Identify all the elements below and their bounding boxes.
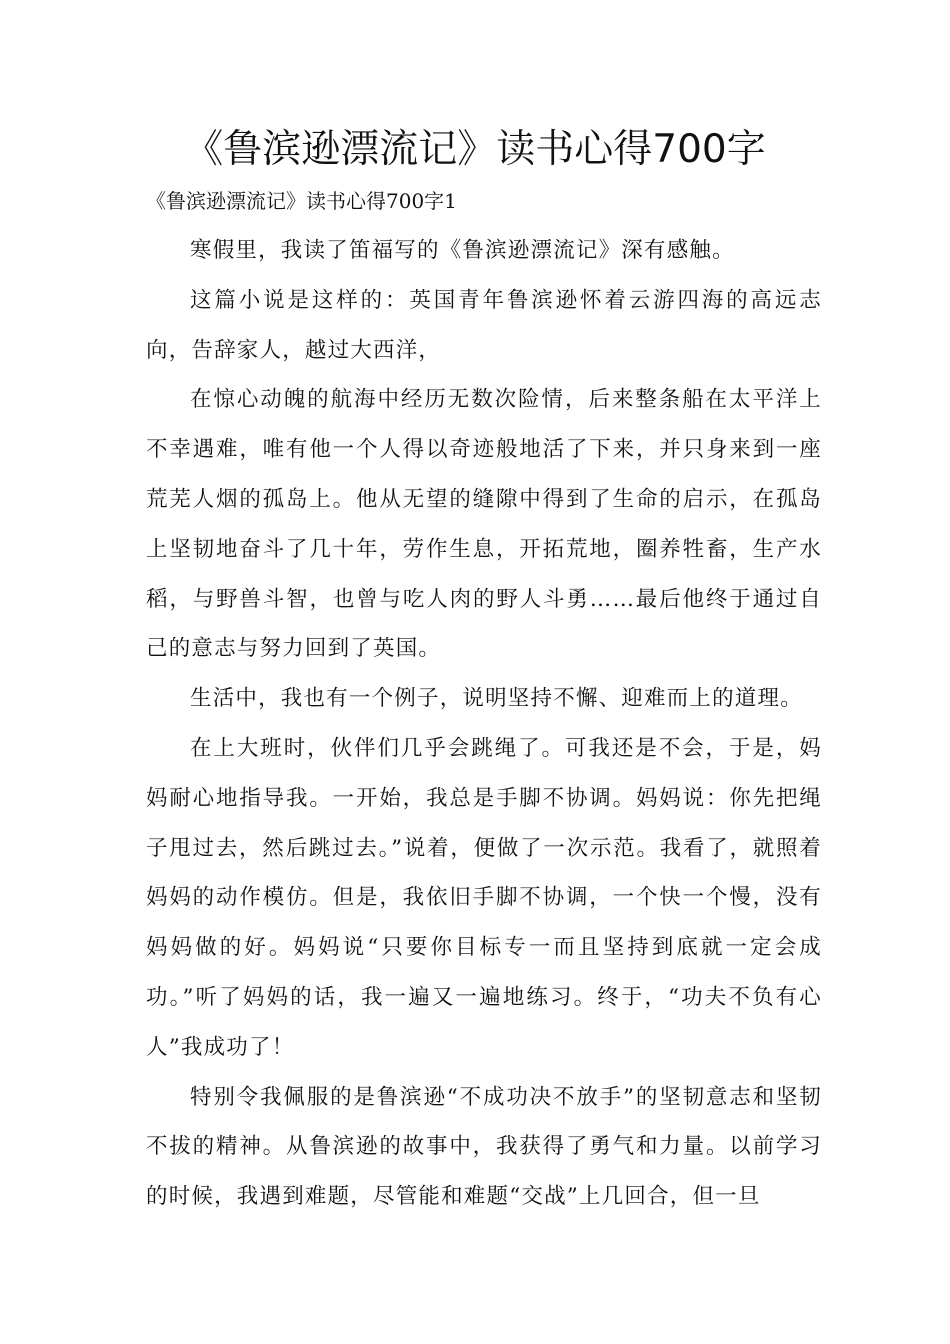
paragraph-6: 特别令我佩服的是鲁滨逊“不成功决不放手”的坚韧意志和坚韧不拔的精神。从鲁滨逊的故事中，我获得了勇气和力量。以前学习的时候，我遇到难题，尽管能和难题“交战”上几回合，但一旦 xyxy=(146,1084,822,1210)
document-subtitle: 《鲁滨逊漂流记》读书心得700字1 xyxy=(146,189,457,213)
paragraph-3: 在惊心动魄的航海中经历无数次险情，后来整条船在太平洋上不幸遇难，唯有他一个人得以奇迹般地活了下来，并只身来到一座荒芜人烟的孤岛上。他从无望的缝隙中得到了生命的启示，在孤岛上坚韧地奋斗了几十年，劳作生息，开拓荒地，圈养牲畜，生产水稻，与野兽斗智，也曾与吃人肉的野人斗勇……最后他终于通过自己的意志与努力回到了英国。 xyxy=(146,387,822,662)
document-title: 《鲁滨逊漂流记》读书心得700字 xyxy=(184,127,766,172)
paragraph-4: 生活中，我也有一个例子，说明坚持不懈、迎难而上的道理。 xyxy=(190,686,803,712)
paragraph-1: 寒假里，我读了笛福写的《鲁滨逊漂流记》深有感触。 xyxy=(190,238,735,263)
document-body xyxy=(146,226,822,1222)
paragraph-2: 这篇小说是这样的：英国青年鲁滨逊怀着云游四海的高远志向，告辞家人，越过大西洋， xyxy=(146,287,822,363)
paragraph-5: 在上大班时，伙伴们几乎会跳绳了。可我还是不会，于是，妈妈耐心地指导我。一开始，我总是手脚不协调。妈妈说：你先把绳子甩过去，然后跳过去。”说着，便做了一次示范。我看了，就照着妈妈的动作模仿。但是，我依旧手脚不协调，一个快一个慢，没有妈妈做的好。妈妈说“只要你目标专一而且坚持到底就一定会成功。”听了妈妈的话，我一遍又一遍地练习。终于，“功夫不负有心人”我成功了！ xyxy=(146,735,822,1060)
